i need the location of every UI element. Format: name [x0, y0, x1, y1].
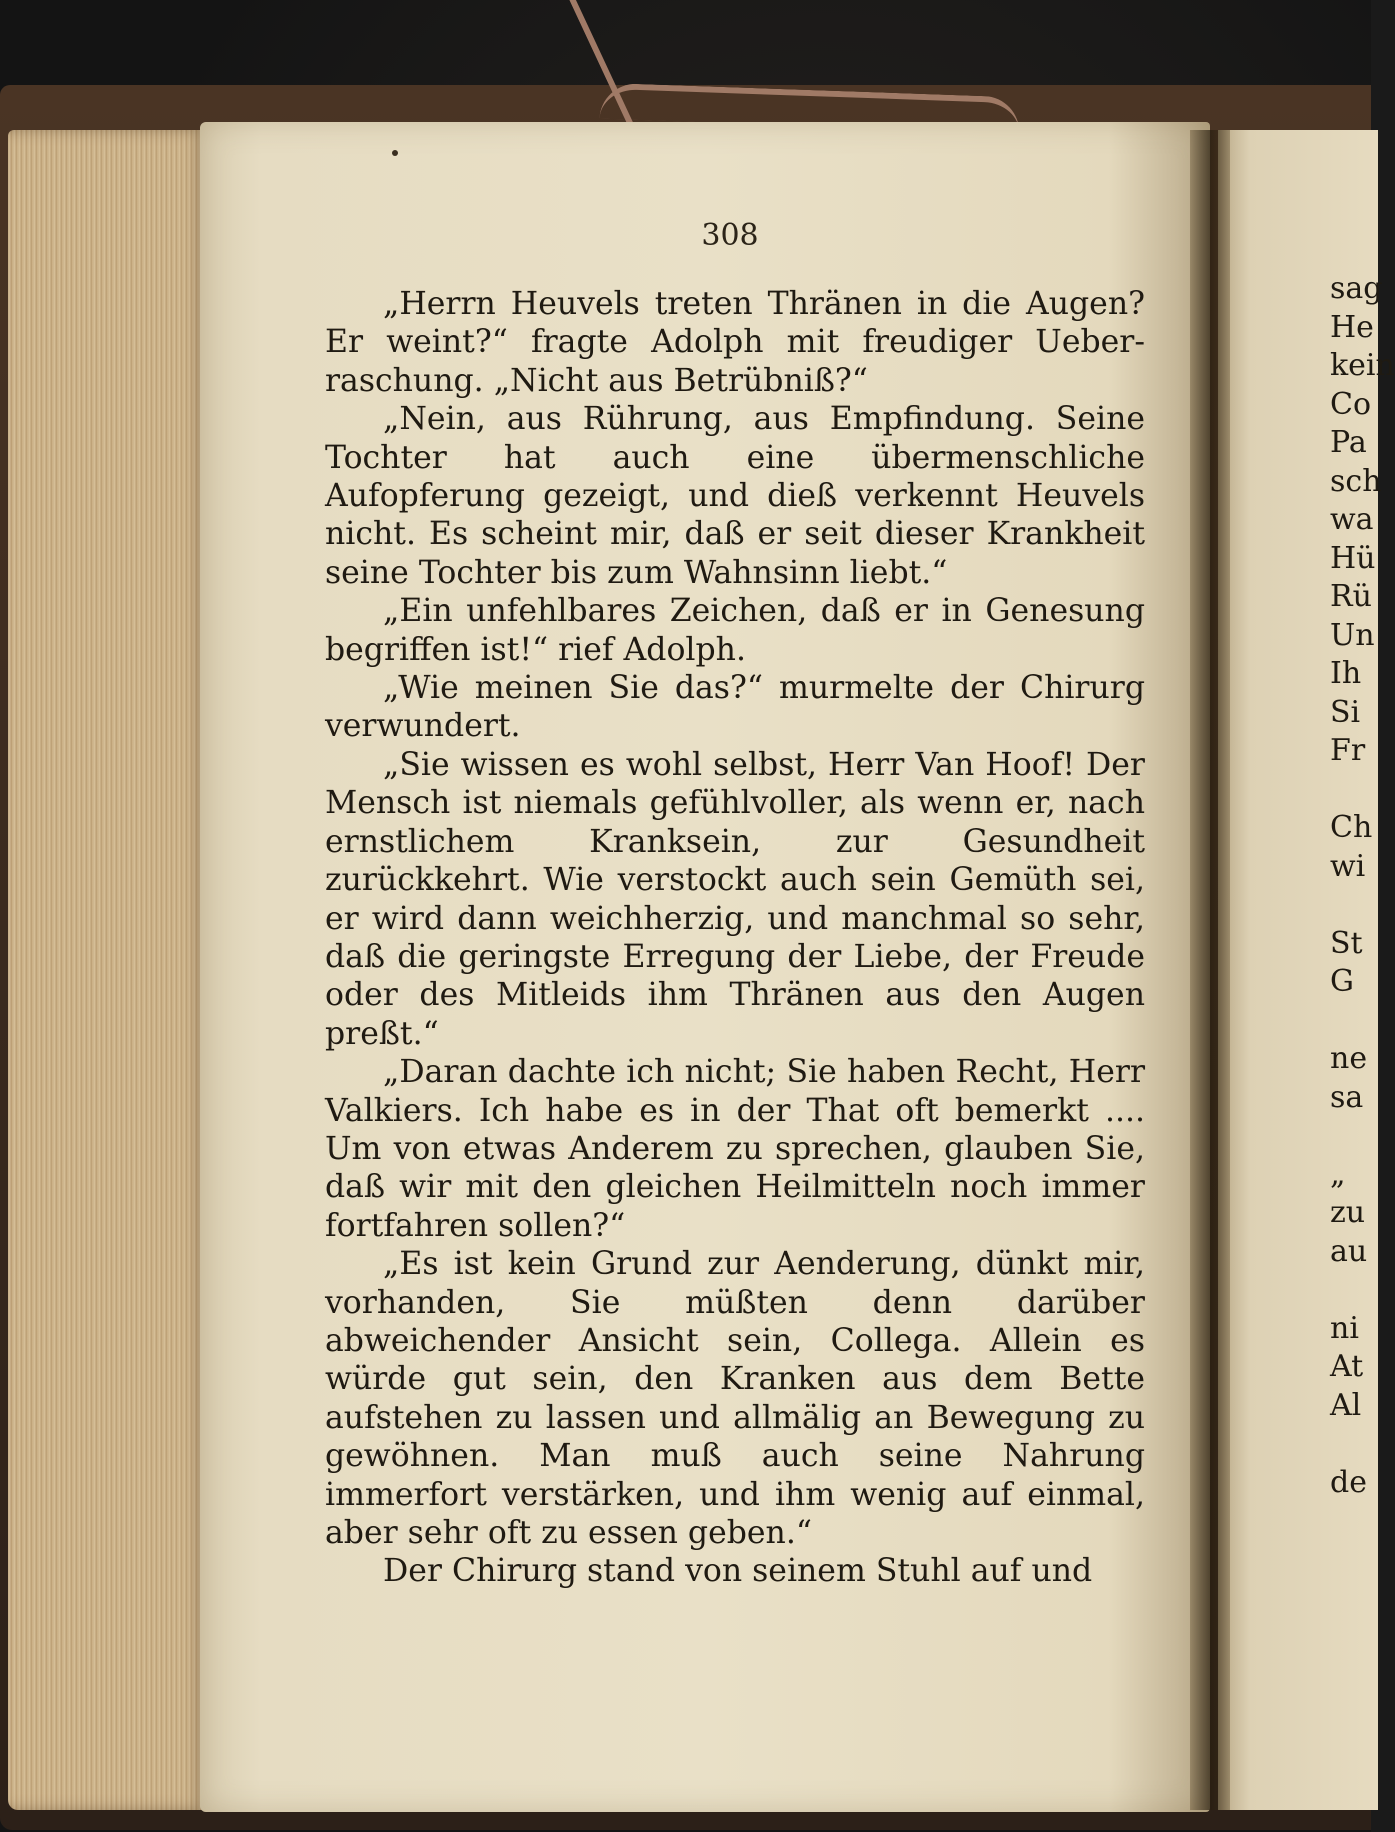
page-fore-edge — [8, 130, 208, 1810]
right-page-fragment: de — [1330, 1464, 1367, 1500]
right-page-fragment: kein — [1330, 348, 1395, 383]
right-page-fragment: ne — [1330, 1041, 1368, 1076]
right-page-fragment: At — [1330, 1349, 1364, 1384]
right-page-fragment — [1330, 1425, 1390, 1464]
paragraph: „Es ist kein Grund zur Aenderung, dünkt mir, vorhanden, Sie müßten denn darüber abweichender Ansicht sein, Collega. Allein es würde gut sein, den Kranken aus dem Bette aufstehen zu lassen und allmälig an Bewegung zu gewöhnen. Man muß auch seine Nahrung immerfort verstärken, und ihm wenig auf einmal, aber sehr oft zu essen geben.“ — [325, 1246, 1145, 1551]
right-page-text-fragments — [1330, 270, 1395, 1502]
right-page-fragment: zu — [1330, 1195, 1366, 1230]
book-gutter — [1190, 130, 1230, 1810]
right-page-fragment: G — [1330, 964, 1354, 999]
right-page-fragment: wa — [1330, 502, 1374, 537]
right-page-fragment: Un — [1330, 617, 1375, 653]
right-page-fragment — [1330, 1117, 1390, 1156]
right-page-fragment — [1330, 1271, 1390, 1310]
right-page-fragment: sch — [1330, 463, 1382, 499]
paragraph: „Wie meinen Sie das?“ murmelte der Chirurg verwundert. — [325, 670, 1145, 745]
paragraph: Der Chirurg stand von seinem Stuhl auf und — [383, 1553, 1093, 1590]
paragraph: „Daran dachte ich nicht; Sie haben Recht, Herr Valkiers. Ich habe es in der That oft bemerkt .... Um von etwas Anderem zu sprechen, glauben Sie, daß wir mit den gleichen Heilmitteln noch immer fortfahren sollen?“ — [325, 1054, 1145, 1244]
right-page-fragment — [1330, 1002, 1390, 1041]
ink-speck — [392, 150, 398, 156]
right-page-fragment: au — [1330, 1233, 1368, 1269]
paragraph: „Nein, aus Rührung, aus Empfindung. Seine Tochter hat auch eine übermenschliche Aufopferung gezeigt, und dieß verkennt Heuvels nicht. Es scheint mir, daß er seit dieser Krankheit seine Tochter bis zum Wahnsinn liebt.“ — [325, 401, 1145, 591]
right-page-fragment: Fr — [1330, 733, 1366, 768]
right-page-fragment: He — [1330, 309, 1374, 345]
right-page-fragment: Pa — [1330, 425, 1367, 460]
right-page-fragment: Ch — [1330, 810, 1373, 845]
right-page-fragment: sa — [1330, 1079, 1364, 1115]
right-page-fragment: Hü — [1330, 540, 1376, 576]
right-page-fragment: Rü — [1330, 579, 1372, 614]
right-page-fragment: Al — [1330, 1387, 1362, 1423]
right-page-fragment: „ — [1330, 1156, 1346, 1192]
right-page-fragment — [1330, 886, 1390, 925]
right-page-fragment: wi — [1330, 848, 1366, 884]
right-page-fragment: sag — [1330, 271, 1383, 306]
right-page-fragment — [1330, 771, 1390, 810]
page-number: 308 — [701, 218, 759, 253]
paragraph: „Sie wissen es wohl selbst, Herr Van Hoof! Der Mensch ist niemals gefühlvoller, als wenn er, nach ernstlichem Kranksein, zur Gesundheit zurückkehrt. Wie verstockt auch sein Gemüth sei, er wird dann weichherzig, und manchmal so sehr, daß die geringste Erregung der Liebe, der Freude oder des Mitleids ihm Thränen aus den Augen preßt.“ — [325, 746, 1145, 1052]
right-page-fragment: St — [1330, 925, 1363, 961]
paragraph: „Ein unfehlbares Zeichen, daß er in Genesung begriffen ist!“ rief Adolph. — [325, 593, 1145, 668]
right-page-fragment: Si — [1330, 694, 1361, 730]
left-page-text — [325, 285, 1145, 1591]
paragraph: „Herrn Heuvels treten Thränen in die Augen? Er weint?“ fragte Adolph mit freudiger Ueber‐raschung. „Nicht aus Betrübniß?“ — [325, 286, 1145, 399]
right-page-fragment: ni — [1330, 1310, 1359, 1346]
right-page-fragment: Ih — [1330, 656, 1362, 691]
right-page-fragment: Co — [1330, 386, 1372, 422]
